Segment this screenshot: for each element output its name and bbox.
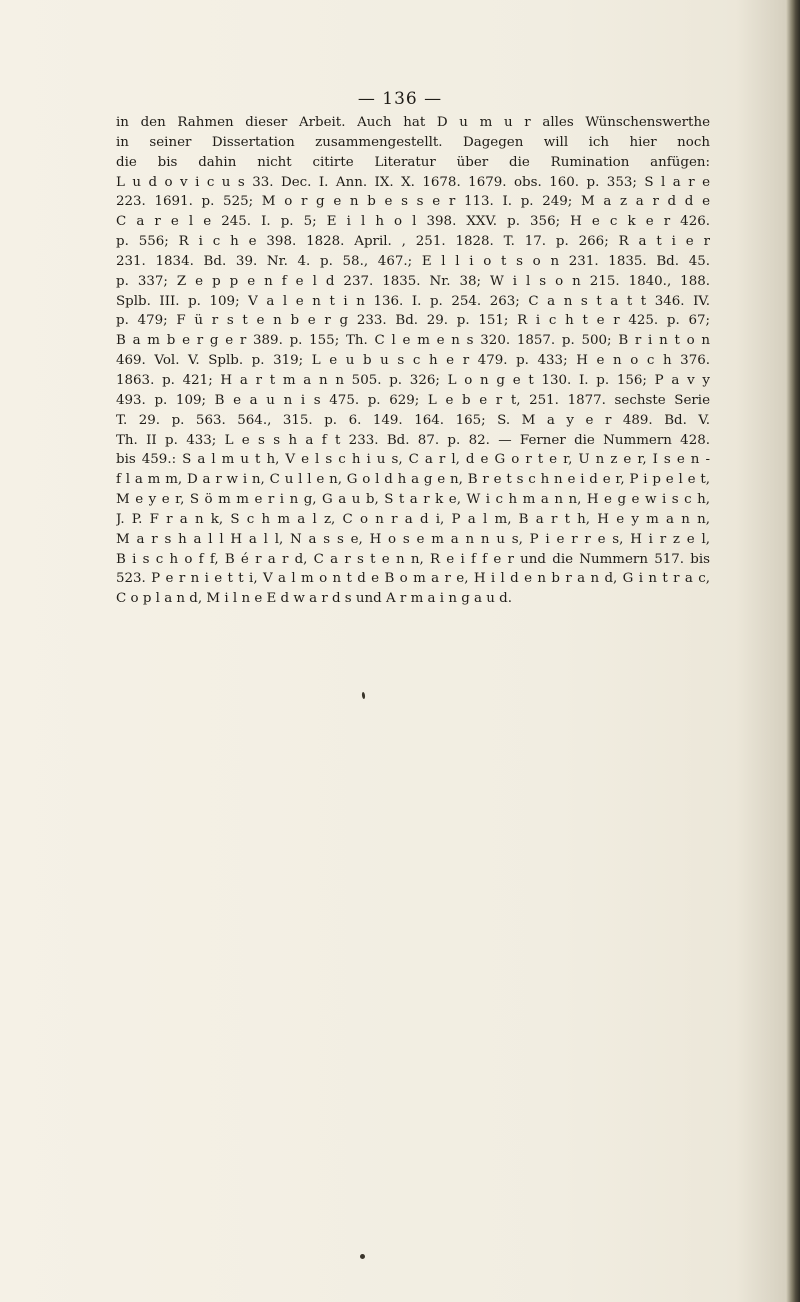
text-line: T. 29. p. 563. 564., 315. p. 6. 149. 164. 165; S. M a y e r 489. Bd. V.: [116, 412, 710, 428]
page-number: — 136 —: [357, 89, 443, 109]
text-line: L u d o v i c u s 33. Dec. I. Ann. IX. X. 1678. 1679. obs. 160. p. 353; S l a r e: [116, 174, 710, 190]
text-line: 231. 1834. Bd. 39. Nr. 4. p. 58., 467.; E l l i o t s o n 231. 1835. Bd. 45.: [116, 253, 710, 269]
text-line: in den Rahmen dieser Arbeit. Auch hat D u m u r alles Wünschenswerthe: [116, 115, 710, 130]
text-line: f l a m m, D a r w i n, C u l l e n, G o l d h a g e n, B r e t s c h n e i d e r, P i p e l e t,: [116, 472, 710, 488]
text-line: C o p l a n d, M i l n e E d w a r d s und A r m a i n g a u d.: [116, 591, 512, 607]
page-binding-edge: [786, 0, 800, 1302]
text-line: 1863. p. 421; H a r t m a n n 505. p. 326; L o n g e t 130. I. p. 156; P a v y: [116, 372, 710, 388]
text-line: Splb. III. p. 109; V a l e n t i n 136. I. p. 254. 263; C a n s t a t t 346. IV.: [116, 293, 710, 309]
text-line: J. P. F r a n k, S c h m a l z, C o n r a d i, P a l m, B a r t h, H e y m a n n,: [116, 511, 710, 527]
text-line: in seiner Dissertation zusammengestellt. Dagegen will ich hier noch: [116, 134, 710, 150]
text-line: 493. p. 109; B e a u n i s 475. p. 629; L e b e r t, 251. 1877. sechste Serie: [116, 392, 710, 408]
text-line: M a r s h a l l H a l l, N a s s e, H o s e m a n n u s, P i e r r e s, H i r z e l,: [116, 531, 710, 547]
text-line: bis 459.: S a l m u t h, V e l s c h i u s, C a r l, d e G o r t e r, U n z e r, I s e n -: [116, 452, 710, 468]
text-line: 469. Vol. V. Splb. p. 319; L e u b u s c h e r 479. p. 433; H e n o c h 376.: [116, 353, 710, 369]
text-line: p. 479; F ü r s t e n b e r g 233. Bd. 29. p. 151; R i c h t e r 425. p. 67;: [116, 313, 710, 329]
text-line: Th. II p. 433; L e s s h a f t 233. Bd. 87. p. 82. — Ferner die Nummern 428.: [116, 432, 710, 448]
text-line: 523. P e r n i e t t i, V a l m o n t d e B o m a r e, H i l d e n b r a n d, G i n t r a c,: [116, 571, 710, 587]
text-line: M e y e r, S ö m m e r i n g, G a u b, S t a r k e, W i c h m a n n, H e g e w i s c h,: [116, 492, 710, 508]
paper-speck: [360, 1254, 365, 1259]
text-line: p. 556; R i c h e 398. 1828. April. , 251. 1828. T. 17. p. 266; R a t i e r: [116, 234, 710, 250]
text-line: 223. 1691. p. 525; M o r g e n b e s s e r 113. I. p. 249; M a z a r d d e: [116, 194, 710, 210]
text-line: p. 337; Z e p p e n f e l d 237. 1835. Nr. 38; W i l s o n 215. 1840., 188.: [116, 273, 710, 289]
paper-speck: [362, 692, 366, 699]
text-line: B i s c h o f f, B é r a r d, C a r s t e n n, R e i f f e r und die Nummern 517. bis: [116, 551, 710, 567]
text-line: die bis dahin nicht citirte Literatur über die Rumination anfügen:: [116, 154, 710, 170]
text-line: B a m b e r g e r 389. p. 155; Th. C l e m e n s 320. 1857. p. 500; B r i n t o n: [116, 333, 710, 349]
text-line: C a r e l e 245. I. p. 5; E i l h o l 398. XXV. p. 356; H e c k e r 426.: [116, 214, 710, 230]
body-paragraph: [116, 113, 710, 609]
